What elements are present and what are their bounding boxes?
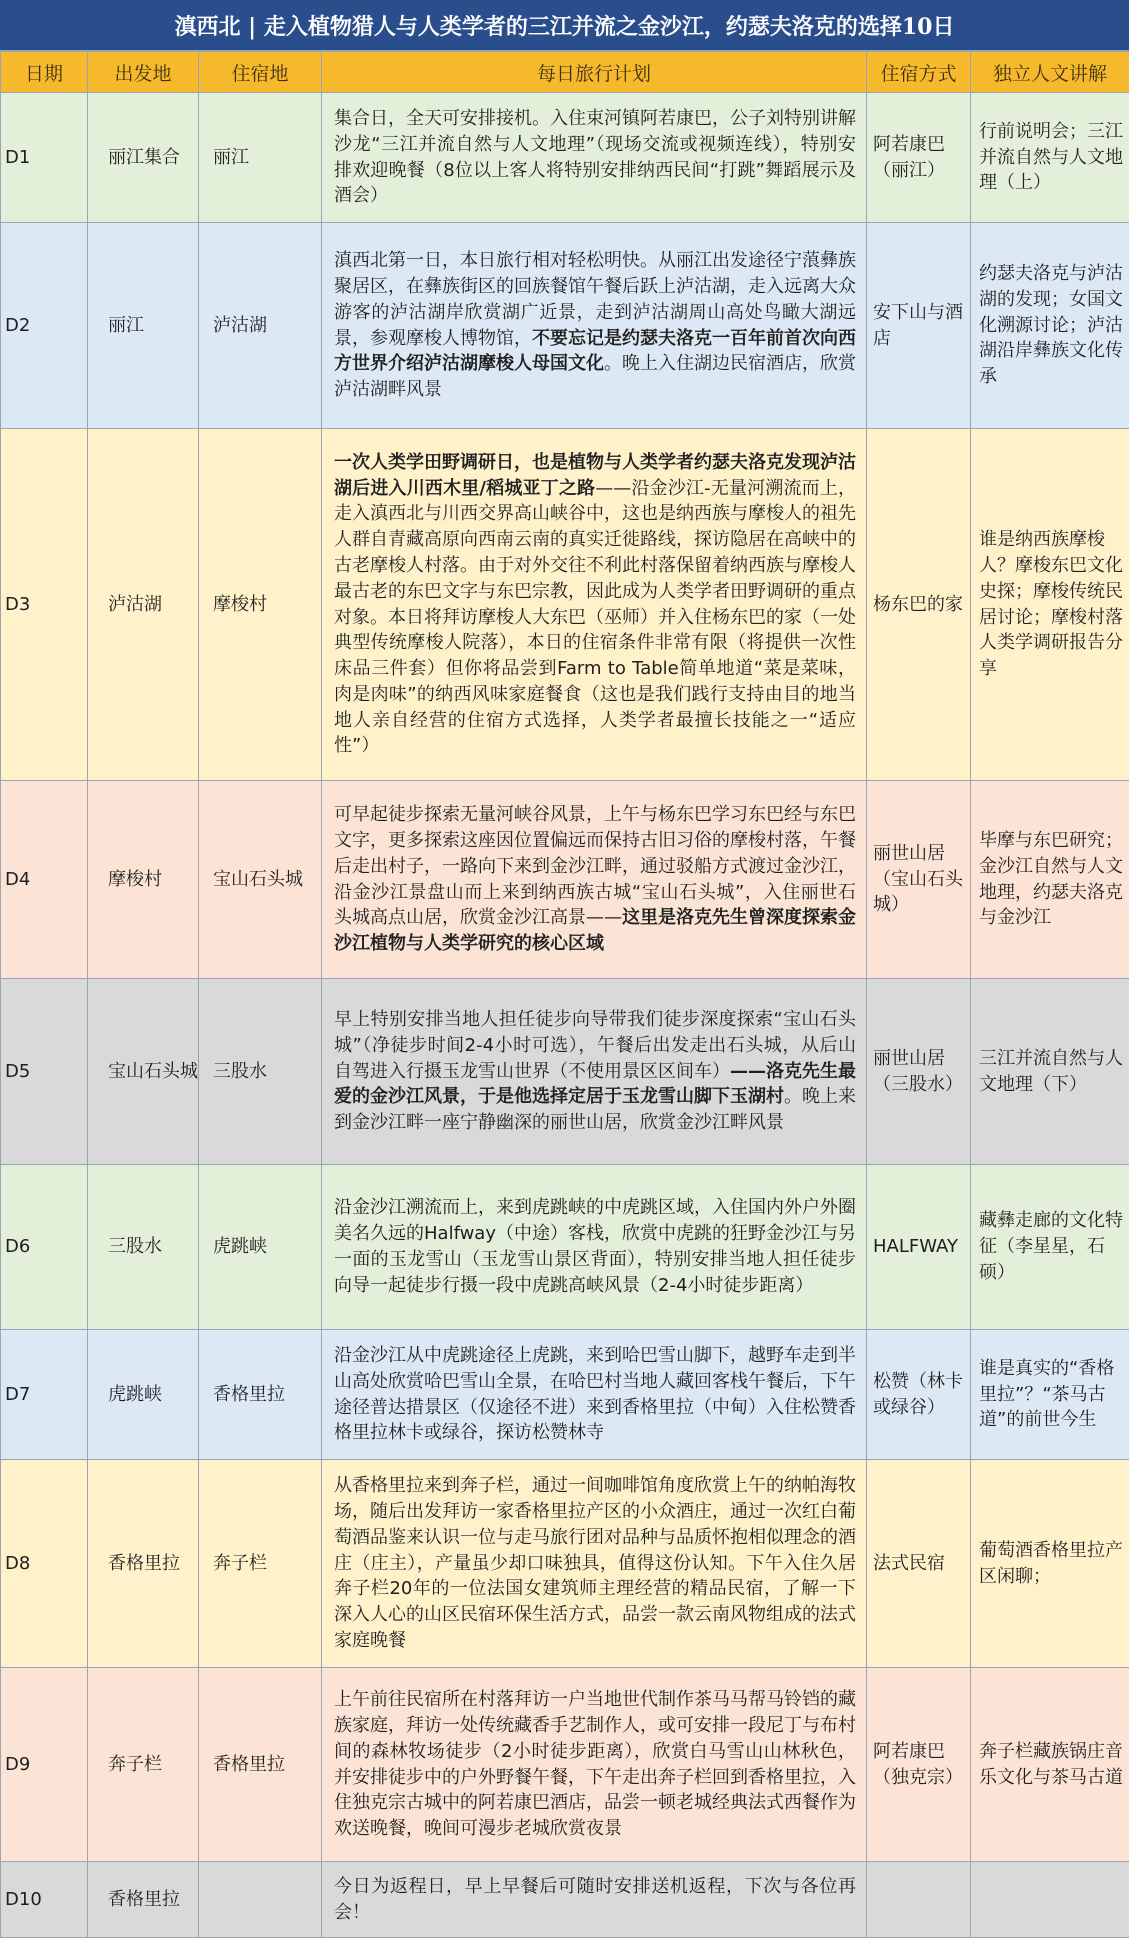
talk-cell: 藏彝走廊的文化特征（李星星，石硕） (971, 1165, 1129, 1330)
mode-cell: 丽世山居（三股水） (867, 979, 971, 1165)
plan-highlight: 不要忘记是约瑟夫洛克一百年前首次向西方世界介绍泸沽湖摩梭人母国文化 (334, 328, 856, 375)
mode-cell (867, 1862, 971, 1938)
talk-cell: 谁是纳西族摩梭人？摩梭东巴文化史探；摩梭传统民居讨论；摩梭村落人类学调研报告分享 (971, 429, 1129, 781)
table-header-row (1, 52, 1129, 93)
from-cell: 三股水 (88, 1165, 199, 1330)
table-row (1, 1330, 1129, 1460)
plan-text: 可早起徒步探索无量河峡谷风景，上午与杨东巴学习东巴经与东巴文字，更多探索这座因位置偏远而保持古旧习俗的摩梭村落，午餐后走出村子，一路向下来到金沙江畔，通过驳船方式渡过金沙江，沿金沙江景盘山而上来到纳西族古城“宝山石头城”，入住丽世石头城高点山居，欣赏金沙江高景—— (334, 804, 856, 928)
plan-text: 今日为返程日，早上早餐后可随时安排送机返程，下次与各位再会！ (334, 1876, 856, 1923)
plan-cell (322, 1460, 867, 1668)
from-cell: 香格里拉 (88, 1460, 199, 1668)
talk-cell: 葡萄酒香格里拉产区闲聊； (971, 1460, 1129, 1668)
day-cell: D5 (1, 979, 88, 1165)
plan-highlight: 这里是洛克先生曾深度探索金沙江植物与人类学研究的核心区域 (334, 907, 856, 954)
stay-cell: 泸沽湖 (199, 223, 322, 429)
plan-text: 。晚上来到金沙江畔一座宁静幽深的丽世山居，欣赏金沙江畔风景 (334, 1086, 856, 1133)
mode-cell: HALFWAY (867, 1165, 971, 1330)
plan-cell (322, 93, 867, 223)
table-row (1, 979, 1129, 1165)
plan-cell (322, 429, 867, 781)
from-cell: 奔子栏 (88, 1668, 199, 1862)
day-cell: D6 (1, 1165, 88, 1330)
day-cell: D8 (1, 1460, 88, 1668)
from-cell: 宝山石头城 (88, 979, 199, 1165)
stay-cell: 摩梭村 (199, 429, 322, 781)
day-cell: D9 (1, 1668, 88, 1862)
day-cell: D7 (1, 1330, 88, 1460)
plan-text: 早上特别安排当地人担任徒步向导带我们徒步深度探索“宝山石头城”（净徒步时间2-4小时可选），午餐后出发走出石头城，从后山自驾进入行摄玉龙雪山世界（不使用景区区间车） (334, 1009, 856, 1082)
mode-cell: 丽世山居（宝山石头城） (867, 781, 971, 979)
stay-cell: 奔子栏 (199, 1460, 322, 1668)
mode-cell: 杨东巴的家 (867, 429, 971, 781)
table-row (1, 1668, 1129, 1862)
page-title: 滇西北 | 走入植物猎人与人类学者的三江并流之金沙江，约瑟夫洛克的选择10日 (0, 0, 1129, 51)
day-cell: D4 (1, 781, 88, 979)
plan-text: 。晚上入住湖边民宿酒店，欣赏泸沽湖畔风景 (334, 353, 856, 400)
table-row (1, 223, 1129, 429)
plan-cell (322, 781, 867, 979)
from-cell: 香格里拉 (88, 1862, 199, 1938)
stay-cell: 香格里拉 (199, 1668, 322, 1862)
plan-text: ——沿金沙江-无量河溯流而上，走入滇西北与川西交界高山峡谷中，这也是纳西族与摩梭人的祖先人群自青藏高原向西南云南的真实迁徙路线，探访隐居在高峡中的古老摩梭人村落。由于对外交往不利此村落保留着纳西族与摩梭人最古老的东巴文字与东巴宗教，因此成为人类学者田野调研的重点对象。本日将拜访摩梭人大东巴（巫师）并入住杨东巴的家（一处典型传统摩梭人院落），本日的住宿条件非常有限（将提供一次性床品三件套）但你将品尝到Farm to Table简单地道“菜是菜味，肉是肉味”的纳西风味家庭餐食（这也是我们践行支持由目的地当地人亲自经营的住宿方式选择，人类学者最擅长技能之一“适应性”） (334, 478, 856, 757)
plan-highlight: 一次人类学田野调研日，也是植物与人类学者约瑟夫洛克发现泸沽湖后进入川西木里/稻城亚丁之路 (334, 452, 856, 499)
mode-cell: 法式民宿 (867, 1460, 971, 1668)
day-cell: D3 (1, 429, 88, 781)
mode-cell: 阿若康巴（丽江） (867, 93, 971, 223)
plan-text: 滇西北第一日，本日旅行相对轻松明快。从丽江出发途径宁蒗彝族聚居区，在彝族街区的回族餐馆午餐后跃上泸沽湖，走入远离大众游客的泸沽湖岸欣赏湖广近景，走到泸沽湖周山高处鸟瞰大湖远景，参观摩梭人博物馆， (334, 250, 856, 348)
day-cell: D10 (1, 1862, 88, 1938)
plan-text: 沿金沙江从中虎跳途径上虎跳，来到哈巴雪山脚下，越野车走到半山高处欣赏哈巴雪山全景，在哈巴村当地人藏回客栈午餐后，下午途径普达措景区（仅途径不进）来到香格里拉（中甸）入住松赞香格里拉林卡或绿谷，探访松赞林寺 (334, 1345, 856, 1443)
header-plan: 每日旅行计划 (322, 52, 867, 93)
itinerary-table (0, 51, 1129, 1938)
stay-cell: 香格里拉 (199, 1330, 322, 1460)
stay-cell: 丽江 (199, 93, 322, 223)
from-cell: 泸沽湖 (88, 429, 199, 781)
mode-cell: 安下山与酒店 (867, 223, 971, 429)
header-stay: 住宿地 (199, 52, 322, 93)
plan-cell (322, 1330, 867, 1460)
plan-text: 上午前往民宿所在村落拜访一户当地世代制作茶马马帮马铃铛的藏族家庭，拜访一处传统藏香手艺制作人，或可安排一段尼丁与布村间的森林牧场徒步（2小时徒步距离），欣赏白马雪山山林秋色，并安排徒步中的户外野餐午餐，下午走出奔子栏回到香格里拉，入住独克宗古城中的阿若康巴酒店，品尝一顿老城经典法式西餐作为欢送晚餐，晚间可漫步老城欣赏夜景 (334, 1689, 856, 1839)
from-cell: 丽江集合 (88, 93, 199, 223)
talk-cell: 约瑟夫洛克与泸沽湖的发现；女国文化溯源讨论；泸沽湖沿岸彝族文化传承 (971, 223, 1129, 429)
stay-cell: 三股水 (199, 979, 322, 1165)
plan-cell (322, 979, 867, 1165)
plan-cell (322, 223, 867, 429)
plan-cell (322, 1862, 867, 1938)
stay-cell: 虎跳峡 (199, 1165, 322, 1330)
talk-cell: 奔子栏藏族锅庄音乐文化与茶马古道 (971, 1668, 1129, 1862)
plan-text: 沿金沙江溯流而上，来到虎跳峡的中虎跳区域，入住国内外户外圈美名久远的Halfway（中途）客栈，欣赏中虎跳的狂野金沙江与另一面的玉龙雪山（玉龙雪山景区背面），特别安排当地人担任徒步向导一起徒步行摄一段中虎跳高峡风景（2-4小时徒步距离） (334, 1197, 856, 1295)
talk-cell: 谁是真实的“香格里拉”？“茶马古道”的前世今生 (971, 1330, 1129, 1460)
stay-cell (199, 1862, 322, 1938)
stay-cell: 宝山石头城 (199, 781, 322, 979)
from-cell: 虎跳峡 (88, 1330, 199, 1460)
table-row (1, 93, 1129, 223)
mode-cell: 阿若康巴（独克宗） (867, 1668, 971, 1862)
header-talk: 独立人文讲解 (971, 52, 1129, 93)
plan-highlight: ——洛克先生最爱的金沙江风景，于是他选择定居于玉龙雪山脚下玉湖村 (334, 1061, 856, 1108)
table-row (1, 781, 1129, 979)
from-cell: 丽江 (88, 223, 199, 429)
header-mode: 住宿方式 (867, 52, 971, 93)
table-row (1, 1460, 1129, 1668)
table-row (1, 1165, 1129, 1330)
mode-cell: 松赞（林卡或绿谷） (867, 1330, 971, 1460)
header-day: 日期 (1, 52, 88, 93)
table-row (1, 1862, 1129, 1938)
day-cell: D2 (1, 223, 88, 429)
table-row (1, 429, 1129, 781)
from-cell: 摩梭村 (88, 781, 199, 979)
header-from: 出发地 (88, 52, 199, 93)
talk-cell: 行前说明会；三江并流自然与人文地理（上） (971, 93, 1129, 223)
plan-text: 集合日，全天可安排接机。入住束河镇阿若康巴，公子刘特别讲解沙龙“三江并流自然与人文地理”（现场交流或视频连线），特别安排欢迎晚餐（8位以上客人将特别安排纳西民间“打跳”舞蹈展示及酒会） (334, 108, 856, 206)
talk-cell: 三江并流自然与人文地理（下） (971, 979, 1129, 1165)
plan-cell (322, 1165, 867, 1330)
talk-cell: 毕摩与东巴研究；金沙江自然与人文地理，约瑟夫洛克与金沙江 (971, 781, 1129, 979)
plan-cell (322, 1668, 867, 1862)
talk-cell (971, 1862, 1129, 1938)
day-cell: D1 (1, 93, 88, 223)
plan-text: 从香格里拉来到奔子栏，通过一间咖啡馆角度欣赏上午的纳帕海牧场，随后出发拜访一家香格里拉产区的小众酒庄，通过一次红白葡萄酒品鉴来认识一位与走马旅行团对品种与品质怀抱相似理念的酒庄（庄主），产量虽少却口味独具，值得这份认知。下午入住久居奔子栏20年的一位法国女建筑师主理经营的精品民宿，了解一下深入人心的山区民宿环保生活方式，品尝一款云南风物组成的法式家庭晚餐 (334, 1475, 856, 1651)
